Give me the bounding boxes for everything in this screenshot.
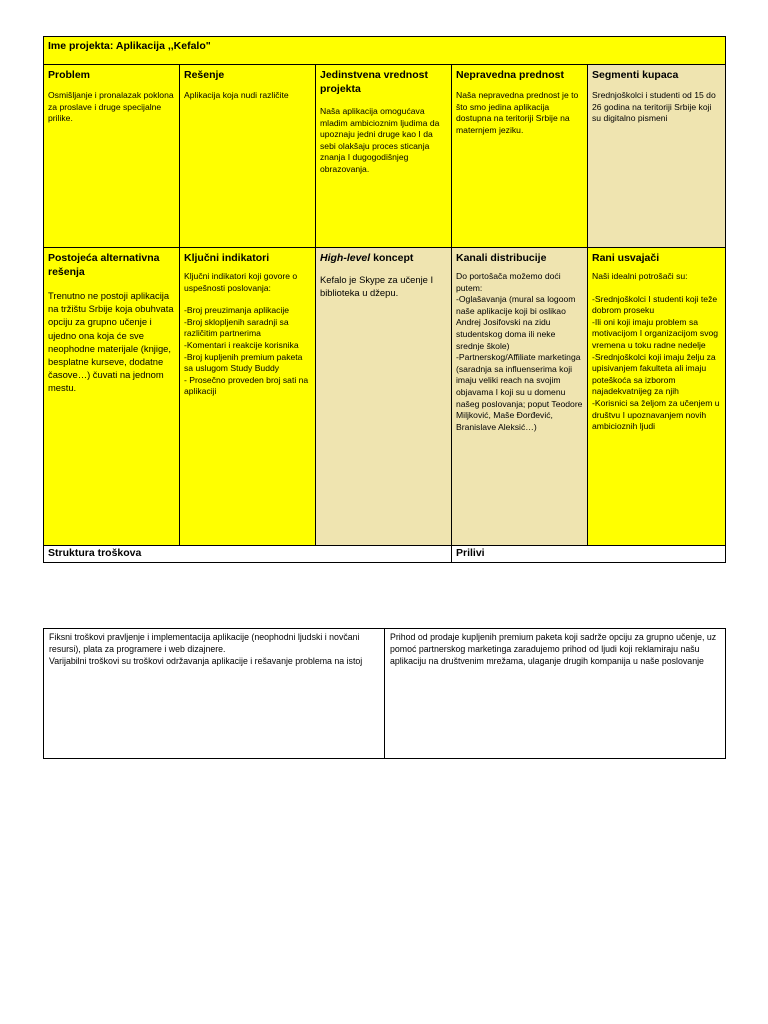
segments-heading: Segmenti kupaca: [592, 69, 679, 81]
uvp-heading: Jedinstvena vrednost projekta: [320, 69, 428, 95]
metrics-item: - Prosečno proveden broj sati na aplikaciji: [184, 374, 309, 397]
advantage-cell: [452, 65, 588, 248]
costs-heading-cell: [44, 546, 452, 563]
solution-heading: Rešenje: [184, 69, 225, 81]
metrics-cell: [180, 248, 316, 546]
concept-text: Kefalo je Skype za učenje I biblioteka u džepu.: [320, 274, 434, 299]
problem-text: Osmišljanje i pronalazak poklona za proslave i druge specijalne prilike.: [48, 90, 174, 124]
alternatives-cell: [44, 248, 180, 546]
metrics-intro: Ključni indikatori koji govore o uspešnosti poslovanja:: [184, 271, 298, 293]
segments-text: Srednjoškolci i studenti od 15 do 26 godina na teritoriji Srbije koji su digitalno pismeni: [592, 90, 716, 124]
concept-heading-rest: koncept: [370, 252, 414, 264]
channels-intro: Do portošača možemo doći putem:: [456, 271, 561, 293]
concept-heading: [320, 251, 447, 265]
revenue-box: [384, 628, 726, 759]
costs-paragraph: Varijabilni troškovi su troškovi održavanja aplikacije i rešavanje problema na istoj: [49, 655, 363, 666]
metrics-item: -Broj preuzimanja aplikacije: [184, 305, 290, 316]
uvp-cell: [316, 65, 452, 248]
concept-cell: [316, 248, 452, 546]
project-title: Ime projekta: Aplikacija ,,Kefalo": [48, 40, 211, 52]
costs-box: [43, 628, 385, 759]
revenue-heading-cell: [452, 546, 726, 563]
alternatives-text: Trenutno ne postoji aplikacija na tržištu Srbije koja obuhvata opciju za grupno učenje i ujedno ona koja će sve neophodne materijale (knjige, besplatne kurseve, dodatne časove…) čuvati na jednom mestu.: [48, 290, 174, 394]
advantage-text: Naša nepravedna prednost je to što smo jedina aplikacija dostupna na teritoriji Srbije na maternjem jeziku.: [456, 90, 579, 135]
costs-heading: Struktura troškova: [48, 547, 142, 559]
problem-heading: Problem: [48, 69, 91, 81]
channels-item: -Oglašavanja (mural sa logoom naše aplikacije koji bi oslikao Andrej Josifovski na zidu studentskog doma ili neke srednje škole): [456, 294, 576, 351]
revenue-heading: Prilivi: [456, 547, 485, 559]
costs-paragraph: Fiksni troškovi pravljenje i implementacija aplikacije (neophodni ljudski i novčani resursi), plata za programere i web dizajnere.: [49, 632, 360, 654]
advantage-heading: Nepravedna prednost: [456, 69, 564, 81]
alternatives-heading: Postojeća alternativna rešenja: [48, 252, 160, 278]
lean-canvas: [43, 36, 726, 563]
early-adopters-list: [592, 294, 721, 433]
early-adopters-cell: [588, 248, 726, 546]
solution-text: Aplikacija koja nudi različite: [184, 90, 289, 100]
channels-cell: [452, 248, 588, 546]
early-adopters-item: -Srednjoškolci I studenti koji teže dobrom proseku: [592, 293, 718, 316]
uvp-text: Naša aplikacija omogućava mladim ambicioznim ljudima da upoznaju jedni druge kao I da sebi olakšaju proces sticanja znanja I dugogodišnjeg obrazovanja.: [320, 106, 440, 174]
early-adopters-item: -Ili oni koji imaju problem sa motivacijom I organizacijom svog vremena u toku radne nedelje: [592, 316, 719, 350]
solution-cell: [180, 65, 316, 248]
project-title-cell: [44, 37, 726, 65]
early-adopters-item: -Korisnici sa željom za učenjem u društvu I upoznavanjem novih ambicioznih ljudi: [592, 397, 720, 432]
revenue-paragraph: Prihod od prodaje kupljenih premium paketa koji sadrže opciju za grupno učenje, uz pomoć partnerskog marketinga zaradujemo prihod od ljudi koji reklamiraju našu aplikaciju na društvenim mrežama, ulaganje drugih kompanija u naše poslovanje: [390, 632, 717, 666]
metrics-list: [184, 305, 311, 398]
segments-cell: [588, 65, 726, 248]
concept-heading-italic: High-level: [320, 252, 371, 264]
early-adopters-heading: Rani usvajači: [592, 252, 660, 264]
early-adopters-intro: Naši idealni potrošači su:: [592, 271, 688, 281]
problem-cell: [44, 65, 180, 248]
channels-heading: Kanali distribucije: [456, 252, 547, 264]
metrics-item: -Broj kupljenih premium paketa sa uslugom Study Buddy: [184, 351, 303, 374]
channels-item: -Partnerskog/Affiliate marketinga (saradnja sa influenserima koji imaju veliki reach na svojim objavama I koji su u domenu našeg poslovanja; poput Teodore Miljković, Maše Đorđević, Branislave Aleksić…): [456, 352, 583, 432]
metrics-item: -Komentari i reakcije korisnika: [184, 339, 299, 350]
metrics-heading: Ključni indikatori: [184, 252, 270, 264]
metrics-item: -Broj sklopljenih saradnji sa različitim partnerima: [184, 316, 289, 339]
early-adopters-item: -Srednjoškolci koji imaju želju za upisivanjem fakulteta ali imaju poteškoća sa izborom najadekvatnijeg za njih: [592, 351, 716, 397]
channels-list: [456, 294, 583, 433]
